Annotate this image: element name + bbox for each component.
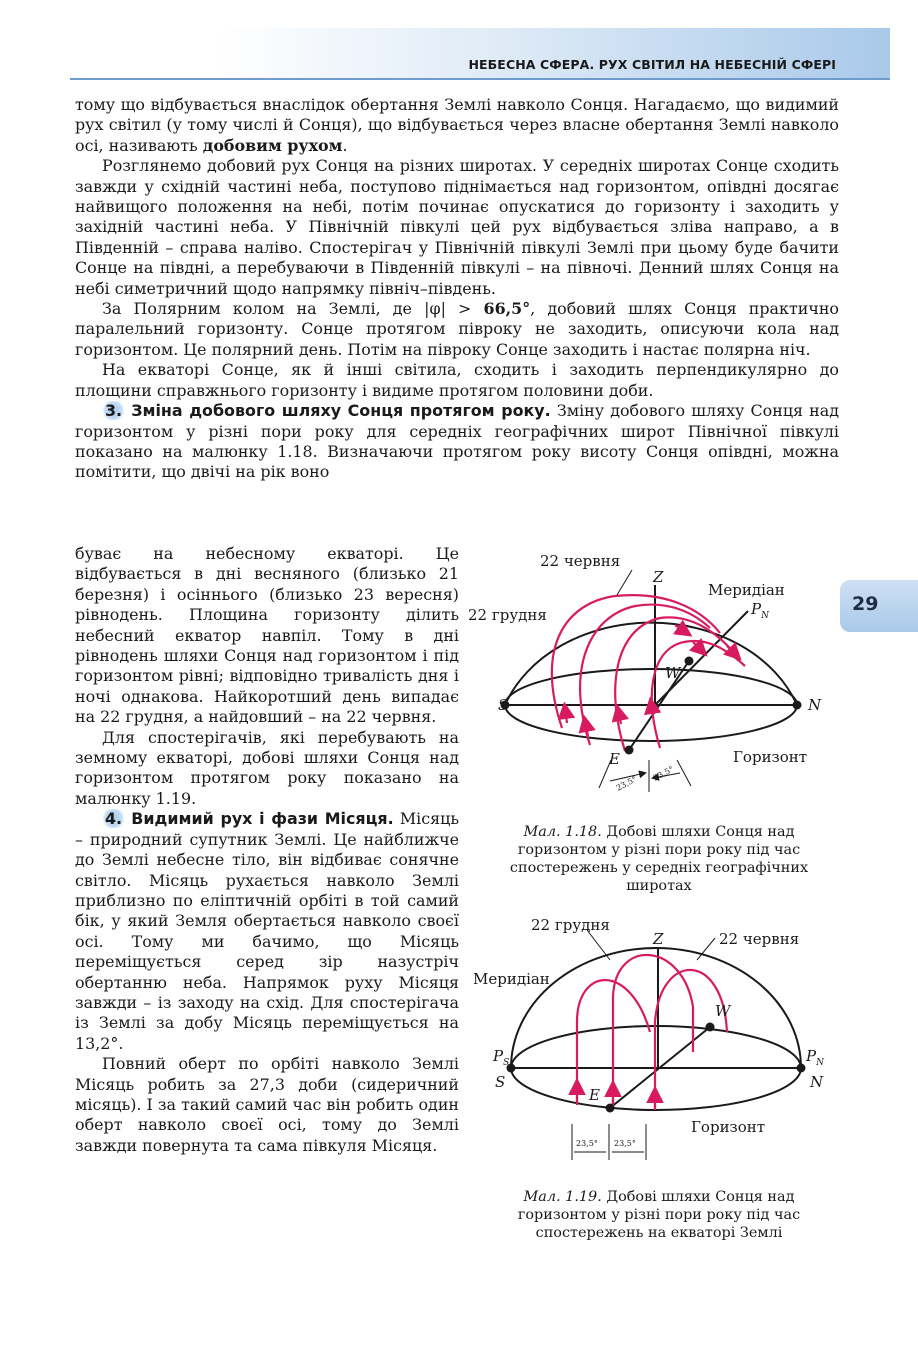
point-w <box>706 1023 715 1032</box>
label-june: 22 червня <box>719 930 800 948</box>
paragraph-2: Розглянемо добовий рух Сонця на різних широтах. У середніх широтах Сонце сходить завжди у східній частині неба, поступово піднімається над горизонтом, опівдні досягає найвищого положення на небі, потім починає опускатися до горизонту і заходить у західній частині неба. У Північній півкулі цей рух відбувається зліва направо, а в Південній – справа наліво. Спостерігач у Північній півкулі Землі при цьому буде бачити Сонце на півдні, а перебуваючи в Південній півкулі – на півночі. Денний шлях Сонця на небі симетричний щодо напрямку північ–південь. <box>75 156 839 298</box>
label-meridian: Меридіан <box>473 970 550 988</box>
label-december: 22 грудня <box>468 606 547 624</box>
label-west: W <box>665 664 681 682</box>
label-december: 22 грудня <box>531 916 610 934</box>
paragraph-1: тому що відбувається внаслідок обертання Землі навколо Сонця. Нагадаємо, що видимий рух світил (у тому числі й Сонця), що відбувається через власне обертання Землі навколо осі, називають добовим рухом. <box>75 95 839 155</box>
label-june: 22 червня <box>540 552 621 570</box>
angle-label-left: 23,5° <box>614 774 639 793</box>
section-3-intro: 3. Зміна добового шляху Сонця протягом року. Зміну добового шляху Сонця над горизонтом у різні пори року для середніх географічних широт Північної півкулі показано на малюнку 1.18. Визначаючи протягом року висоту Сонця опівдні, можна помітити, що двічі на рік воно <box>75 401 840 482</box>
label-north: N <box>810 1073 824 1091</box>
caption-1-19-number: Мал. 1.19. <box>523 1189 602 1205</box>
caption-fig-1-19: Мал. 1.19. Добові шляхи Сонця над горизонтом у різні пори року під час спостережень на екваторі Землі <box>517 1189 801 1241</box>
angle-label-right: 23,5° <box>614 1139 636 1148</box>
label-south: S <box>495 1073 506 1091</box>
term-daily-motion: добовим рухом <box>202 135 343 155</box>
label-horizon: Горизонт <box>733 748 808 766</box>
main-text-top <box>75 95 839 483</box>
paragraph-4: На екваторі Сонце, як й інші світила, сходить і заходить перпендикулярно до площини справжнього горизонту і видиме протягом половини доби. <box>75 360 839 400</box>
caption-fig-1-18: Мал. 1.18. Добові шляхи Сонця над горизонтом у різні пори року під час спостережень у середніх географічних широтах <box>509 824 809 894</box>
sun-path-equinox <box>613 955 693 1109</box>
sun-path-june <box>552 595 720 728</box>
label-north-pole: $P_N$ <box>806 1047 824 1068</box>
section-3-title: Зміна добового шляху Сонця протягом року. <box>131 401 551 421</box>
label-pole: $P_N$ <box>751 600 769 621</box>
left-column-text <box>75 544 459 1156</box>
section-4-number: 4. <box>102 809 125 828</box>
section-4-intro: 4. Видимий рух і фази Місяця. Місяць – природний супутник Землі. Це найближче до Землі небесне тіло, він відбиває сонячне світло. Місяць рухається навколо Землі приблизно по еліптичній орбіті в той самий бік, у який Земля обертається навколо своєї осі. Тому ми бачимо, що Місяць переміщується серед зір назустріч обертанню неба. Напрямок руху Місяця завжди – із заходу на схід. Для спостерігача із Землі за добу Місяць переміщується на 13,2°. <box>75 809 459 1053</box>
point-e <box>606 1104 615 1113</box>
figure-1-18 <box>465 548 845 810</box>
label-south: S <box>498 696 509 714</box>
point-n <box>793 701 802 710</box>
label-north: N <box>808 696 822 714</box>
angle-label-right: 23,5° <box>651 764 676 783</box>
label-zenith: Z <box>653 568 664 586</box>
header-rule <box>70 78 890 80</box>
section-3-column-text: буває на небесному екваторі. Це відбувається в дні весняного (близько 21 березня) і осіннього (близько 23 вересня) рівнодень. Площина горизонту ділить небесний екватор навпіл. Тому в дні рівнодень шляхи Сонця над горизонтом і під горизонтом рівні; відповідно тривалість дня і ночі однакова. Найкоротший день випадає на 22 грудня, а найдовший – на 22 червня. <box>75 544 459 727</box>
section-4-paragraph-2: Повний оберт по орбіті навколо Землі Місяць робить за 27,3 доби (сидеричний місяць). І за такий самий час він робить один оберт навколо своєї осі, тому до Землі завжди повернута та сама півкуля Місяця. <box>75 1054 459 1155</box>
sun-path-june <box>655 970 727 1109</box>
point-e <box>625 746 634 755</box>
point-n <box>797 1064 806 1073</box>
label-horizon: Горизонт <box>691 1118 766 1136</box>
figure-1-19 <box>465 912 845 1174</box>
running-header: НЕБЕСНА СФЕРА. РУХ СВІТИЛ НА НЕБЕСНІЙ СФЕРІ <box>468 57 836 72</box>
label-meridian: Меридіан <box>708 581 785 599</box>
label-south-pole: $P_S$ <box>493 1047 510 1068</box>
caption-1-18-number: Мал. 1.18. <box>523 824 602 840</box>
section-3-paragraph-2: Для спостерігачів, які перебувають на земному екваторі, добові шляхи Сонця над горизонтом протягом року показано на малюнку 1.19. <box>75 727 459 808</box>
section-3-number: 3. <box>102 401 125 420</box>
label-east: E <box>609 750 620 768</box>
page-number: 29 <box>852 593 879 615</box>
label-zenith: Z <box>653 930 664 948</box>
paragraph-3: За Полярним колом на Землі, де |φ| > 66,5°, добовий шлях Сонця практично паралельний горизонту. Сонце протягом півроку не заходить, описуючи кола над горизонтом. Це полярний день. Потім на півроку Сонце заходить і настає полярна ніч. <box>75 299 839 359</box>
section-4-title: Видимий рух і фази Місяця. <box>131 809 394 829</box>
label-east: E <box>589 1086 600 1104</box>
point-w <box>685 657 694 666</box>
label-west: W <box>715 1002 731 1020</box>
angle-label-left: 23,5° <box>576 1139 598 1148</box>
